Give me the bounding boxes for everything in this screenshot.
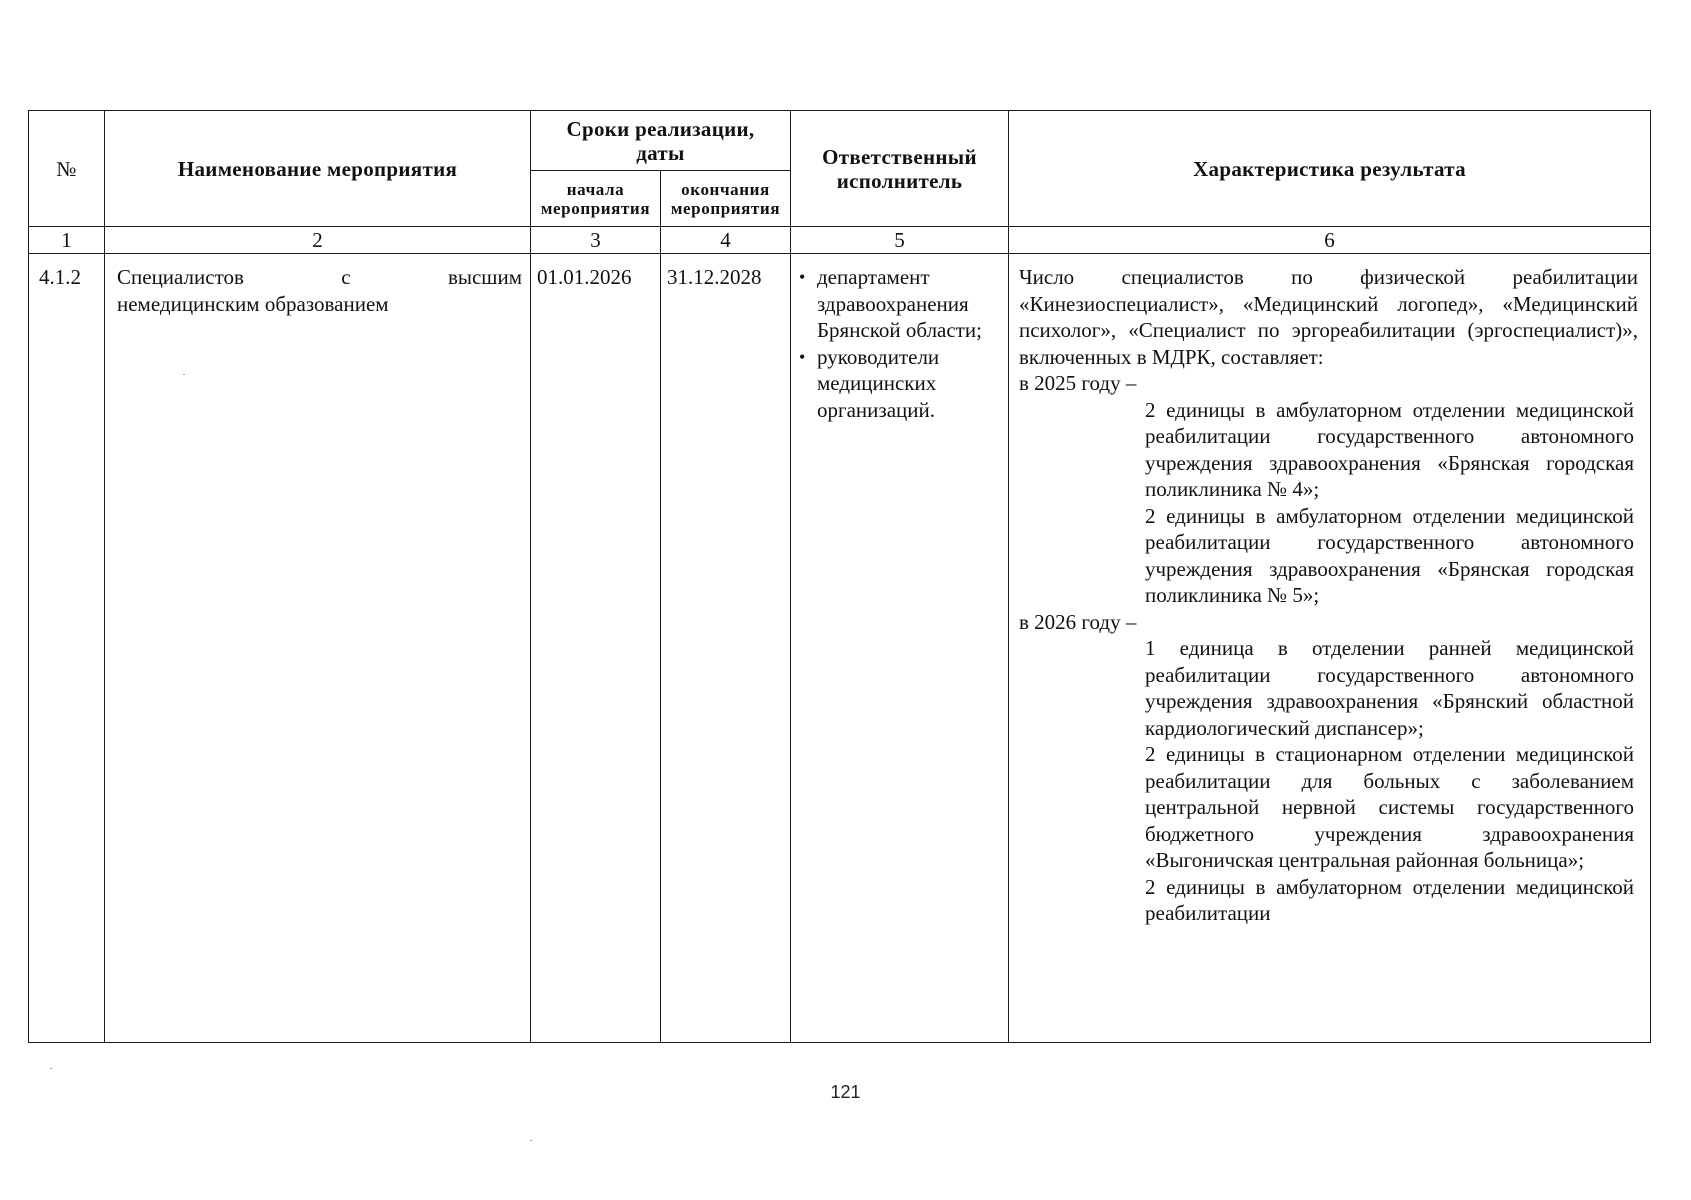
result-item: 2 единицы в стационарном отделении медицинской реабилитации для больных с заболеванием центральной нервной системы государственного бюджетного учреждения здравоохранения «Выгоничская центральная районная больница»; [1145,742,1634,872]
list-item: • департамент здравоохранения Брянской области; [799,265,982,342]
activity-name-word: с [341,265,351,289]
bullet-icon: • [799,346,806,367]
result-intro: Число специалистов по физической реабилитации «Кинезиоспециалист», «Медицинский логопед», «Медицинский психолог», «Специалист по эргореабилитации (эргоспециалист)», включенных в МДРК, составляет: [1019,265,1638,369]
date-end: 31.12.2028 [667,265,762,289]
activity-name-word: Специалистов [117,265,244,289]
header-activity-name: Наименование мероприятия [105,111,531,227]
column-numbers-row [29,227,1651,254]
header-dates-group: Сроки реализации, даты [531,111,791,171]
result-item: 1 единица в отделении ранней медицинской реабилитации государственного автономного учреждения здравоохранения «Брянский областной кардиологический диспансер»; [1145,636,1634,740]
column-number: 6 [1009,227,1651,254]
scan-speck [183,374,185,375]
row-number-cell [29,254,105,1043]
result-item: 2 единицы в амбулаторном отделении медицинской реабилитации государственного автономного учреждения здравоохранения «Брянская городская поликлиника № 4»; [1145,397,1634,501]
column-number: 3 [531,227,661,254]
column-number: 4 [661,227,791,254]
column-number: 2 [105,227,531,254]
result-year-items [1145,397,1634,609]
list-item: • руководители медицинских организаций. [799,344,940,422]
result-cell [1009,254,1651,1043]
header-result: Характеристика результата [1009,111,1651,227]
column-number: 1 [29,227,105,254]
column-number: 5 [791,227,1009,254]
date-start-cell [531,254,661,1043]
activity-name-word: высшим [447,265,522,289]
bullet-icon: • [799,267,806,287]
responsible-list [791,254,1008,423]
result-year-label: в 2025 году – [1019,371,1137,395]
table-row [29,254,1651,1043]
responsible-cell [791,254,1009,1043]
result-item: 2 единицы в амбулаторном отделении медицинской реабилитации государственного автономного учреждения здравоохранения «Брянская городская поликлиника № 5»; [1145,503,1634,607]
result-item: 2 единицы в амбулаторном отделении медицинской реабилитации [1145,874,1634,925]
scan-speck [50,1068,52,1069]
activity-name-cell [105,254,531,1043]
activity-name-first-line [117,264,522,291]
header-responsible: Ответственный исполнитель [791,111,1009,227]
activities-table [28,110,1651,1043]
date-end-cell [661,254,791,1043]
header-number: № [29,111,105,227]
result-year-items [1145,635,1634,927]
activity-name-rest: немедицинским образованием [117,291,389,316]
result-year-label: в 2026 году – [1019,609,1137,634]
date-start: 01.01.2026 [537,265,632,289]
scan-speck [530,1140,532,1141]
row-number: 4.1.2 [39,265,81,289]
header-date-start: начала мероприятия [531,171,661,227]
header-date-end: окончания мероприятия [661,171,791,227]
page-number: 121 [830,1082,861,1102]
